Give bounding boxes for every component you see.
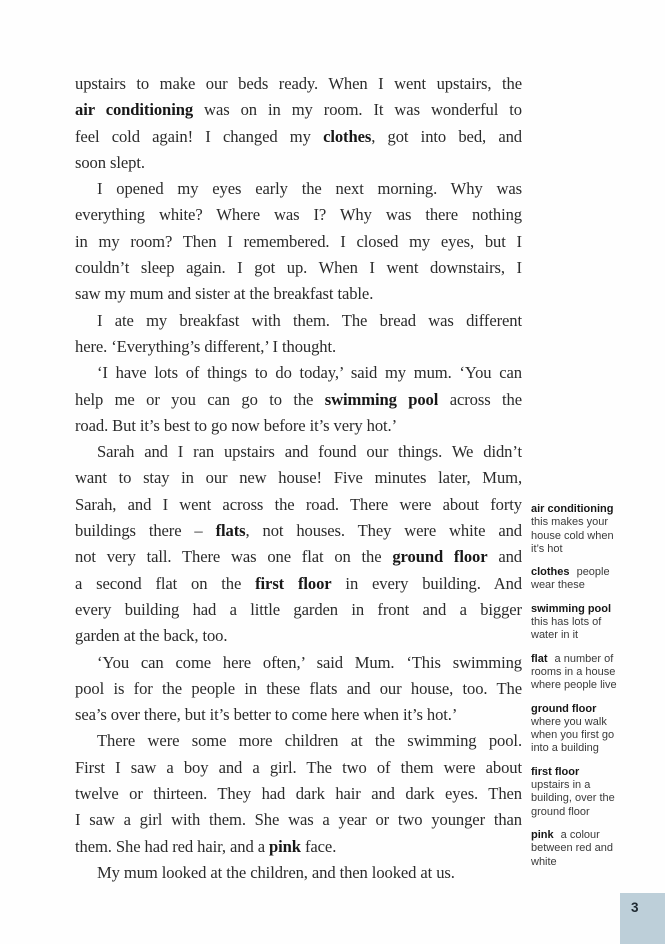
story-text: pool is for the people in these flats and our house, too. The <box>75 678 522 698</box>
glossary-entry <box>531 503 623 556</box>
story-text: in every building. And <box>331 573 522 593</box>
glossary-word-bold: first floor <box>255 573 332 593</box>
text-line <box>75 623 522 649</box>
text-line <box>75 308 522 334</box>
glossary-term: flat <box>531 652 548 665</box>
text-line <box>75 544 522 570</box>
text-line <box>75 860 522 886</box>
text-line <box>75 255 522 281</box>
story-text: saw my mum and sister at the breakfast table. <box>75 284 374 304</box>
story-text: not very tall. There was one flat on the <box>75 547 393 567</box>
story-text: twelve or thirteen. They had dark hair and dark eyes. Then <box>75 784 522 804</box>
page-number-box <box>620 893 665 944</box>
text-line <box>75 334 522 360</box>
glossary-word-bold: flats <box>215 521 246 541</box>
glossary-definition: people wear these <box>531 566 610 592</box>
glossary <box>531 503 623 879</box>
story-text: across the <box>438 389 522 409</box>
story-text: First I saw a boy and a girl. The two of them were about <box>75 757 522 777</box>
text-line <box>75 387 522 413</box>
story-text: help me or you can go to the <box>75 389 325 409</box>
text-line <box>75 360 522 386</box>
story-text: them. She had red hair, and a <box>75 836 270 856</box>
glossary-term: clothes <box>531 566 570 579</box>
story-text: , got into bed, and <box>371 126 522 146</box>
text-line <box>75 413 522 439</box>
text-line <box>75 97 522 123</box>
story-text: feel cold again! I changed my <box>75 126 324 146</box>
glossary-term: pink <box>531 828 554 841</box>
story-text: garden at the back, too. <box>75 626 228 646</box>
glossary-definition: a colour between red and white <box>531 828 613 868</box>
glossary-definition: where you walk when you first go into a building <box>531 715 615 755</box>
text-line <box>75 202 522 228</box>
glossary-word-bold: ground floor <box>392 547 488 567</box>
story-text: Sarah, and I went across the road. There were about forty <box>75 494 522 514</box>
story-text: ‘You can come here often,’ said Mum. ‘This swimming <box>97 652 522 672</box>
story-text: ‘I have lots of things to do today,’ said my mum. ‘You can <box>97 363 522 383</box>
text-line <box>75 728 522 754</box>
text-line <box>75 124 522 150</box>
story-text: everything white? Where was I? Why was there nothing <box>75 205 522 225</box>
story-text: every building had a little garden in front and a bigger <box>75 599 522 619</box>
glossary-term: first floor <box>531 765 580 778</box>
glossary-term: ground floor <box>531 702 597 715</box>
glossary-entry <box>531 603 623 643</box>
story-text: face. <box>300 836 337 856</box>
story-text: sea’s over there, but it’s better to come here when it’s hot.’ <box>75 705 458 725</box>
story-text: a second flat on the <box>75 573 256 593</box>
page-number: 3 <box>631 900 639 915</box>
story-text: here. ‘Everything’s different,’ I thought. <box>75 336 337 356</box>
glossary-entry <box>531 653 623 693</box>
text-line <box>75 571 522 597</box>
glossary-word-bold: pink <box>269 836 301 856</box>
story-text: I saw a girl with them. She was a year or two younger than <box>75 810 522 830</box>
text-line <box>75 492 522 518</box>
text-line <box>75 702 522 728</box>
glossary-entry <box>531 829 623 869</box>
text-line <box>75 755 522 781</box>
text-line <box>75 281 522 307</box>
glossary-definition: a number of rooms in a house where people live <box>531 652 617 692</box>
text-line <box>75 807 522 833</box>
story-text: in my room? Then I remembered. I closed my eyes, but I <box>75 231 522 251</box>
story-text: road. But it’s best to go now before it’s very hot.’ <box>75 415 398 435</box>
glossary-definition: upstairs in a building, over the ground floor <box>531 779 615 818</box>
text-line <box>75 176 522 202</box>
text-line <box>75 676 522 702</box>
story-text: soon slept. <box>75 152 145 172</box>
text-line <box>75 465 522 491</box>
text-line <box>75 597 522 623</box>
story-text: buildings there – <box>75 521 216 541</box>
text-line <box>75 150 522 176</box>
text-line <box>75 834 522 860</box>
text-line <box>75 650 522 676</box>
story-text: was on in my room. It was wonderful to <box>193 100 522 120</box>
story-text: couldn’t sleep again. I got up. When I went downstairs, I <box>75 258 522 278</box>
story-text: , not houses. They were white and <box>245 521 522 541</box>
glossary-entry <box>531 766 623 819</box>
glossary-term: swimming pool <box>531 602 612 615</box>
story-text: Sarah and I ran upstairs and found our things. We didn’t <box>97 442 522 462</box>
story-text: I ate my breakfast with them. The bread was different <box>97 310 522 330</box>
glossary-word-bold: air conditioning <box>75 100 194 120</box>
story-text: I opened my eyes early the next morning. Why was <box>97 179 522 199</box>
text-line <box>75 439 522 465</box>
text-line <box>75 781 522 807</box>
story-text: and <box>487 547 522 567</box>
glossary-definition: this has lots of water in it <box>531 616 602 642</box>
story-text: My mum looked at the children, and then looked at us. <box>97 862 455 882</box>
text-line <box>75 229 522 255</box>
story-text: There were some more children at the swimming pool. <box>97 731 522 751</box>
glossary-term: air conditioning <box>531 503 614 515</box>
main-text <box>75 71 522 886</box>
glossary-entry <box>531 566 623 593</box>
glossary-word-bold: swimming pool <box>324 389 439 409</box>
glossary-entry <box>531 703 623 756</box>
text-line <box>75 518 522 544</box>
glossary-definition: this makes your house cold when it’s hot <box>531 516 614 555</box>
story-text: upstairs to make our beds ready. When I went upstairs, the <box>75 74 522 93</box>
story-text: want to stay in our new house! Five minutes later, Mum, <box>75 468 522 488</box>
text-line <box>75 71 522 97</box>
glossary-word-bold: clothes <box>323 126 372 146</box>
